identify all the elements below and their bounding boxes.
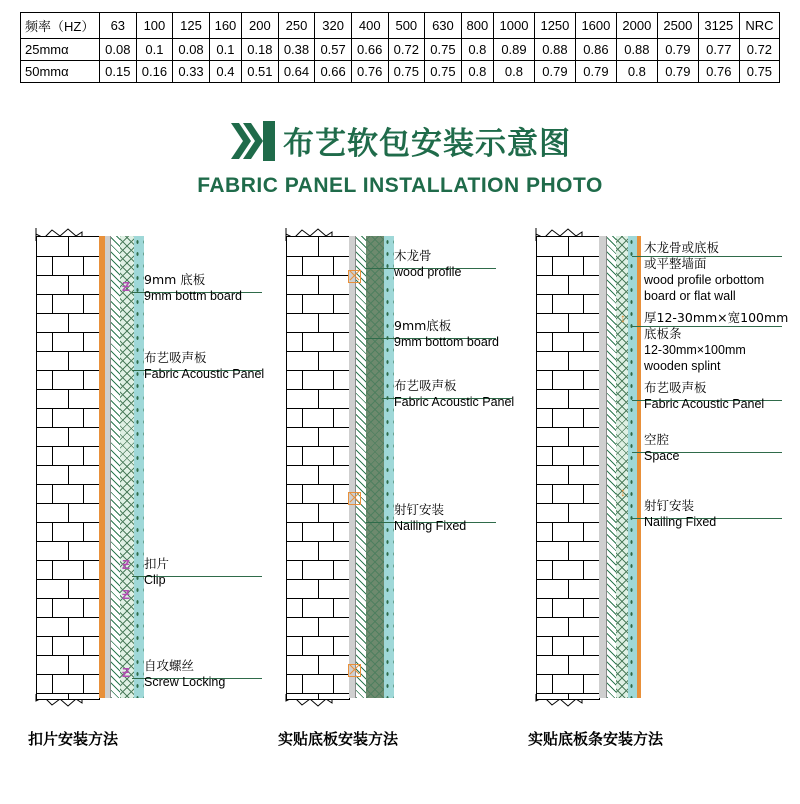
table-cell: 0.77: [698, 39, 739, 61]
layer-acoustic-panel: [628, 236, 637, 698]
table-row: [21, 61, 780, 83]
table-cell: 0.1: [209, 39, 241, 61]
layer-fabric-face: [637, 236, 641, 698]
table-cell: 0.18: [242, 39, 279, 61]
label-wood-profile: 木龙骨 wood profile: [394, 248, 462, 279]
table-cell: 0.08: [173, 39, 210, 61]
label-en-line: board or flat wall: [644, 289, 736, 303]
arrow-marker-icon: ↕: [620, 311, 626, 325]
label-nailing-fixed: 射钉安装 Nailing Fixed: [394, 502, 467, 533]
table-cell: 0.75: [739, 61, 779, 83]
label-cn-line: 底板条: [644, 326, 682, 341]
label-clip: 扣片 Clip: [144, 556, 170, 587]
table-cell: 0.76: [351, 61, 388, 83]
table-header-row: [21, 13, 780, 39]
table-cell: 0.86: [575, 39, 616, 61]
label-screw-locking: 自攻螺丝 Screw Locking: [144, 658, 226, 689]
table-column-header: 63: [100, 13, 137, 39]
label-en-line: wooden splint: [644, 359, 721, 373]
table-cell: 0.66: [315, 61, 352, 83]
table-column-header: 125: [173, 13, 210, 39]
table-column-header: 400: [351, 13, 388, 39]
table-cell: 0.64: [278, 61, 315, 83]
label-en-line: wood profile orbottom: [644, 273, 765, 287]
label-cn-line: 或平整墙面: [644, 256, 707, 271]
table-cell: 0.51: [242, 61, 279, 83]
brick-wall: [286, 236, 350, 700]
table-cell: 0.8: [616, 61, 657, 83]
table-cell: 0.33: [173, 61, 210, 83]
label-en-line: 12-30mm×100mm: [644, 343, 746, 357]
table-column-header: NRC: [739, 13, 779, 39]
layer-wood-profile-or-wall: [599, 236, 606, 698]
table-column-header: 3125: [698, 13, 739, 39]
nail-marker-icon: [348, 270, 361, 283]
table-column-header: 250: [278, 13, 315, 39]
table-cell: 0.75: [425, 39, 462, 61]
clip-marker-icon: Ƶ: [122, 587, 130, 602]
label-nailing-fixed: 射钉安装 Nailing Fixed: [644, 498, 717, 529]
wall-assembly-1: [20, 228, 270, 706]
table-column-header: 800: [461, 13, 493, 39]
clip-marker-icon: Ƶ: [122, 279, 130, 294]
table-cell: 0.15: [100, 61, 137, 83]
table-cell: 0.75: [388, 61, 425, 83]
clip-marker-icon: Ƶ: [122, 557, 130, 572]
table-column-header: 630: [425, 13, 462, 39]
table-column-header: 2000: [616, 13, 657, 39]
caption-diagram-1: 扣片安装方法: [28, 730, 119, 748]
diagram-solid-batten-installation: [520, 228, 790, 718]
table-cell: 0.79: [534, 61, 575, 83]
table-cell: 0.76: [698, 61, 739, 83]
label-acoustic-panel: 布艺吸声板 Fabric Acoustic Panel: [394, 378, 515, 409]
page-title-cn: 布艺软包安装示意图: [283, 126, 571, 162]
table-cell: 0.72: [388, 39, 425, 61]
label-cn-line: 厚12-30mm×宽100mm: [644, 310, 789, 325]
nail-marker-icon: [348, 492, 361, 505]
label-cn-line: 木龙骨或底板: [644, 240, 720, 255]
label-bottom-board: 9mm底板 9mm bottom board: [394, 318, 499, 349]
page-title-en: FABRIC PANEL INSTALLATION PHOTO: [197, 173, 603, 197]
label-acoustic-panel: 布艺吸声板 Fabric Acoustic Panel: [144, 350, 265, 381]
layer-cavity: [616, 236, 628, 698]
absorption-coefficient-table: [20, 12, 780, 83]
table-column-header: 2500: [657, 13, 698, 39]
diagram-solid-board-installation: [270, 228, 520, 718]
table-column-header: 320: [315, 13, 352, 39]
layer-acoustic-panel: [120, 236, 134, 698]
brick-wall: [536, 236, 600, 700]
brick-wall: [36, 236, 100, 700]
table-column-header: 500: [388, 13, 425, 39]
label-acoustic-panel: 布艺吸声板 Fabric Acoustic Panel: [644, 380, 765, 411]
arrow-marker-icon: ↕: [620, 485, 626, 499]
label-wooden-splint: [644, 310, 788, 374]
screw-marker-icon: Ƶ: [122, 665, 130, 680]
table-cell: 0.8: [461, 61, 493, 83]
nail-marker-icon: [348, 664, 361, 677]
table-cell: 0.16: [136, 61, 173, 83]
caption-diagram-3: 实贴底板条安装方法: [528, 730, 664, 748]
table-cell: 0.79: [575, 61, 616, 83]
table-column-header: 1600: [575, 13, 616, 39]
table-cell: 0.66: [351, 39, 388, 61]
table-cell: 0.57: [315, 39, 352, 61]
label-bottom-board: 9mm 底板 9mm bottm board: [144, 272, 242, 303]
table-cell: 0.38: [278, 39, 315, 61]
caption-diagram-2: 实贴底板安装方法: [278, 730, 399, 748]
table-cell: 0.8: [461, 39, 493, 61]
layer-acoustic-panel: [366, 236, 384, 698]
layer-fabric-face: [384, 236, 394, 698]
table-cell: 0.75: [425, 61, 462, 83]
wall-assembly-3: [520, 228, 790, 706]
label-wood-profile-or-wall: [644, 240, 764, 304]
wall-assembly-2: [270, 228, 520, 706]
title-block: [0, 118, 800, 198]
label-space: 空腔 Space: [644, 432, 680, 463]
table-cell: 0.4: [209, 61, 241, 83]
table-cell: 0.08: [100, 39, 137, 61]
table-column-header: 1250: [534, 13, 575, 39]
table-column-header: 160: [209, 13, 241, 39]
table-cell: 0.79: [657, 39, 698, 61]
table-column-header: 频率（HZ）: [21, 13, 100, 39]
table-row: [21, 39, 780, 61]
table-cell: 0.72: [739, 39, 779, 61]
table-column-header: 200: [242, 13, 279, 39]
chevron-logo-icon: [229, 121, 275, 161]
diagram-clip-installation: [20, 228, 270, 718]
layer-fabric-face: [134, 236, 144, 698]
table-cell: 0.8: [493, 61, 534, 83]
table-cell: 25mmα: [21, 39, 100, 61]
table-cell: 0.79: [657, 61, 698, 83]
table-column-header: 100: [136, 13, 173, 39]
table-cell: 0.1: [136, 39, 173, 61]
table-cell: 0.89: [493, 39, 534, 61]
table-cell: 50mmα: [21, 61, 100, 83]
table-cell: 0.88: [616, 39, 657, 61]
table-column-header: 1000: [493, 13, 534, 39]
table-cell: 0.88: [534, 39, 575, 61]
